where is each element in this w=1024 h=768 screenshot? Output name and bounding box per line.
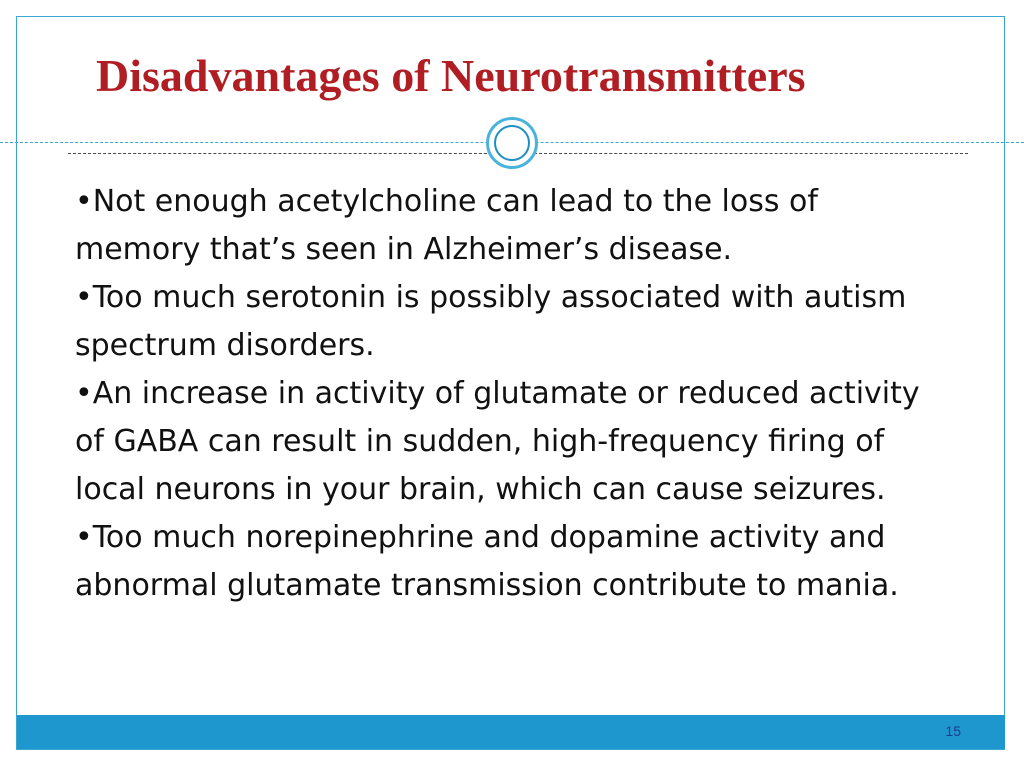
bullet-marker: • — [75, 520, 93, 555]
bullet-text-line: Too much serotonin is possibly associated with autism — [92, 280, 907, 315]
bullet-text-line: An increase in activity of glutamate or reduced activity — [92, 376, 920, 411]
footer-bar — [17, 715, 1005, 749]
circle-emblem-inner — [494, 125, 530, 161]
bullet-item — [75, 178, 980, 226]
bullet-item — [75, 274, 980, 322]
bullet-marker: • — [75, 280, 93, 315]
circle-emblem-icon — [486, 117, 538, 169]
bullet-item-continuation — [75, 322, 980, 370]
bullet-item-continuation — [75, 466, 980, 514]
bullet-marker: • — [75, 376, 93, 411]
page-number: 15 — [945, 723, 961, 739]
bullet-list — [75, 178, 980, 610]
bullet-marker: • — [75, 184, 93, 219]
bullet-item — [75, 514, 980, 562]
bullet-item-continuation — [75, 418, 980, 466]
bullet-item-continuation — [75, 226, 980, 274]
bullet-text-line: Not enough acetylcholine can lead to the loss of — [92, 184, 818, 219]
bullet-text-line: abnormal glutamate transmission contribute to mania. — [75, 568, 899, 603]
slide-title: Disadvantages of Neurotransmitters — [96, 50, 806, 101]
bullet-text-line: Too much norepinephrine and dopamine activity and — [92, 520, 886, 555]
bullet-item — [75, 370, 980, 418]
bullet-text-line: memory that’s seen in Alzheimer’s disease. — [75, 232, 733, 267]
bullet-item-continuation — [75, 562, 980, 610]
bullet-text-line: of GABA can result in sudden, high-frequency firing of — [75, 424, 885, 459]
bullet-text-line: spectrum disorders. — [75, 328, 375, 363]
bullet-text-line: local neurons in your brain, which can cause seizures. — [75, 472, 886, 507]
